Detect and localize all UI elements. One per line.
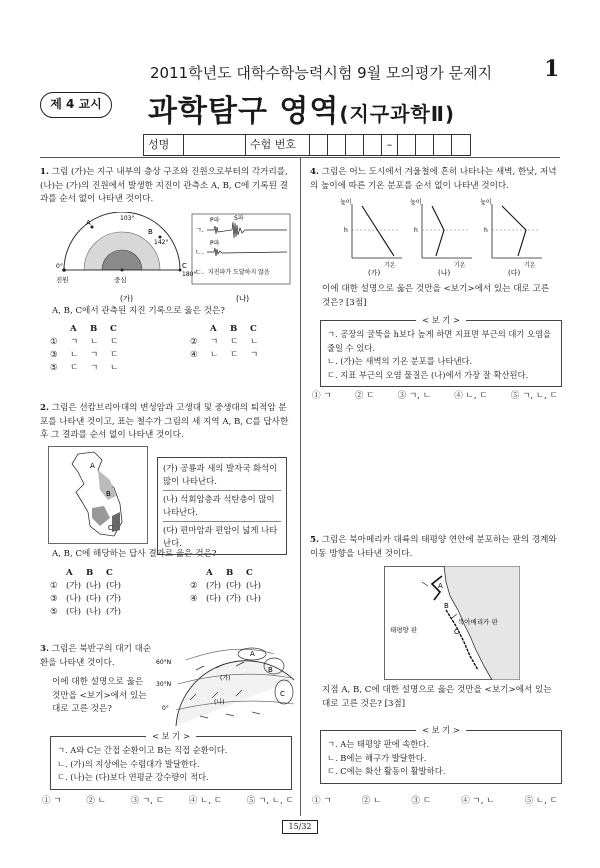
bogi-label: < 보 기 > [416,314,466,326]
station-c-label: C [182,262,187,270]
answer-option-3[interactable]: ③ ㄴ ㄱ ㄷ [50,350,119,360]
bogi-item: ㄴ. B에는 해구가 발달한다. [327,752,427,763]
candidate-id-box [143,134,471,156]
answer-option-4[interactable]: ④ ㄱ, ㄴ [461,796,495,806]
bogi-item: ㄴ. (가)의 지상에는 수렴대가 발달한다. [57,758,200,769]
result-row: (나) 석회암층과 석탄층이 많이 나타난다. [163,490,281,519]
question-text: 그림은 어느 도시에서 겨울철에 흔히 나타나는 새벽, 한낮, 저녁의 높이에 따른 기온 분포를 순서 없이 나타낸 것이다. [310,167,557,191]
epicenter-label: 진원 [56,276,69,284]
angle-180-label: 180° [182,271,197,278]
axis-y-label: 높이 [340,199,352,206]
name-field[interactable] [184,135,246,155]
q1-ask: A, B, C에서 관측된 지진 기록으로 옳은 것은? [52,306,225,316]
h-marker: h [344,227,348,234]
column-divider [300,158,301,816]
angle-103-label: 103° [120,215,135,222]
q5-bogi-box [320,725,562,784]
exam-number-cell[interactable] [452,135,470,155]
region-a-label: A [90,462,95,470]
bogi-item: ㄱ. A는 태평양 판에 속한다. [327,739,429,749]
plate-boundary-map [384,566,520,680]
question-text: 그림 (가)는 지구 내부의 층상 구조와 진원으로부터의 각거리를, (나)는 (가)의 진원에서 발생한 지진이 관측소 A, B, C에 기록된 결과를 순서 없이 나타낸 것이다. [40,167,288,204]
answer-option-3[interactable]: ③ ㄱ, ㄷ [130,796,165,806]
cell-c-label: C [280,690,285,698]
answer-option-4[interactable]: ④ ㄴ, ㄷ [454,391,488,401]
session-badge: 제 4 교시 [40,92,112,118]
answer-option-1[interactable]: ① ㄱ [312,391,332,401]
q4-ask: 이에 대한 설명으로 옳은 것만을 <보기>에서 있는 대로 고른 것은? [3점] [322,284,550,308]
answer-option-4[interactable]: ④ (다) (가) (나) [190,594,262,604]
subject-title [148,86,455,130]
axis-y-label: 높이 [480,199,492,206]
answer-option-5[interactable]: ⑤ ㄱ, ㄴ, ㄷ [510,391,558,401]
answer-option-5[interactable]: ⑤ ㄴ, ㄷ [524,796,558,806]
col-c: C [250,324,257,334]
point-a-label: A [438,582,443,590]
station-a-label: A [86,219,91,227]
answer-option-2[interactable]: ② ㄴ [86,796,106,806]
answer-option-2[interactable]: ② ㄷ [354,391,375,401]
point-c-label: C [454,628,459,636]
record-1-label: ㄱ. [195,226,204,234]
answer-option-4[interactable]: ④ ㄴ ㄷ ㄱ [190,350,259,360]
question-1 [40,166,290,207]
col-b: B [90,324,98,334]
question-number: 3. [40,644,49,654]
answer-option-2[interactable]: ② ㄴ [361,796,382,806]
caption-da: (다) [508,269,521,276]
col-b: B [230,324,238,334]
lat-30-label: 30°N [156,681,172,688]
q4-bogi-box [320,315,562,387]
bogi-item: ㄷ. (나)는 (다)보다 연평균 강수량이 적다. [57,772,209,782]
h-marker: h [484,227,488,234]
answer-option-5[interactable]: ⑤ ㄱ, ㄴ, ㄷ [246,796,294,806]
q3-bogi-box [50,731,292,790]
answer-option-1[interactable]: ① ㄱ [42,796,62,806]
na-plate-label: 북아메리카 판 [458,618,498,626]
profile-na [410,198,472,276]
temperature-profiles [340,196,550,276]
question-4 [310,166,560,193]
point-b-label: B [444,602,449,610]
axis-x-label: 기온 [384,262,396,269]
answer-option-4[interactable]: ④ ㄴ, ㄷ [188,796,223,806]
answer-option-3[interactable]: ③ (나) (다) (가) [50,594,122,604]
answer-option-3[interactable]: ③ ㄱ, ㄴ [397,391,432,401]
question-5 [310,534,560,561]
q5-answers [312,795,558,808]
axis-y-label: 높이 [410,199,422,206]
subject-sub: (지구과학Ⅱ) [339,102,456,126]
atmospheric-circulation-figure [156,640,296,732]
zone-na-label: (나) [214,699,225,706]
profile-ga [340,198,402,276]
exam-number-cell[interactable] [310,135,328,155]
question-number: 4. [310,167,319,177]
bogi-label: < 보 기 > [146,730,196,742]
q2-choices: A B C A B C ① (가) (나) (다) ② (가) (다) (나) ③ (나) (다) (가) ④ (다) (가) (나) ⑤ (다) (나) (가) [50,567,290,619]
h-marker: h [414,227,418,234]
bogi-item: ㄷ. C에는 화산 활동이 활발하다. [327,766,446,776]
q4-answers [312,390,558,403]
current-page: 15 [288,822,299,831]
question-text: 그림은 북반구의 대기 대순환을 나타낸 것이다. [40,644,152,668]
caption-na: (나) [236,294,250,303]
pacific-plate-label: 태평양 판 [390,626,418,634]
answer-option-5[interactable]: ⑤ ㄷ ㄱ ㄴ [50,363,119,373]
angle-142-label: 142° [154,239,169,246]
exam-number-cell[interactable] [434,135,452,155]
bogi-item: ㄱ. A와 C는 간접 순환이고 B는 직접 순환이다. [57,745,228,755]
caption-ga: (가) [120,294,134,303]
page-number: 1 [544,56,560,82]
s-wave-label: S파 [234,215,244,222]
record-3-label: ㄷ. [195,268,204,276]
region-c-label: C [108,524,113,532]
zone-ga-label: (가) [220,675,231,682]
cell-b-label: B [268,666,273,674]
axis-x-label: 기온 [454,262,466,269]
answer-option-1[interactable]: ① ㄱ ㄴ ㄷ [50,337,119,347]
exam-number-label: 수험 번호 [246,135,310,155]
center-label: 중심 [114,276,127,284]
result-row: (가) 공룡과 새의 발자국 화석이 많이 나타난다. [163,463,278,486]
q2-results-table [157,457,287,555]
question-number: 1. [40,167,49,177]
result-row: (다) 편마암과 편암이 넓게 나타난다. [163,521,281,550]
profile-da [480,198,542,276]
bogi-item: ㄱ. 공장의 굴뚝을 h보다 높게 하면 지표면 부근의 대기 오염을 줄일 수 있다. [327,329,552,353]
exam-number-cell[interactable] [346,135,364,155]
answer-option-1[interactable]: ① ㄱ [312,796,332,806]
total-pages: 32 [301,822,312,831]
question-text: 그림은 선캄브리아대의 변성암과 고생대 및 중생대의 퇴적암 분포를 나타낸 것이고, 표는 철수가 그림의 세 지역 A, B, C를 답사한 후 그 결과를 순서 없이 나타낸 것이다. [40,403,289,440]
answer-option-2[interactable]: ② (가) (다) (나) [190,581,262,591]
p-wave-label: P파 [210,240,220,247]
p-wave-label: P파 [210,217,220,224]
region-b-label: B [106,490,111,498]
no-arrival-label: 지진파가 도달하지 않음 [208,269,270,276]
q1-choices [50,323,290,375]
record-2-label: ㄴ. [195,248,204,256]
subject-main: 과학탐구 영역 [148,94,340,129]
exam-number-cell[interactable] [398,135,416,155]
station-b-label: B [148,228,153,236]
exam-number-cell[interactable] [416,135,434,155]
angle-0-label: 0° [56,263,63,270]
answer-option-1[interactable]: ① (가) (나) (다) [50,581,122,591]
caption-na: (나) [438,269,451,276]
earth-cross-section [56,212,196,284]
col-c: C [110,324,117,334]
bogi-label: < 보 기 > [416,724,466,736]
caption-ga: (가) [368,269,381,276]
question-2 [40,402,290,443]
q3-answers [42,795,294,808]
seismograms [192,214,290,284]
cell-a-label: A [250,650,255,658]
answer-option-2[interactable]: ② ㄱ ㄷ ㄴ [190,337,259,347]
bogi-item: ㄷ. 지표 부근의 오염 물질은 (나)에서 가장 잘 확산된다. [327,369,529,380]
q3-ask: 이에 대한 설명으로 옳은 것만을 <보기>에서 있는 대로 고른 것은? [52,677,147,714]
name-label: 성명 [144,135,184,155]
q5-ask: 지점 A, B, C에 대한 설명으로 옳은 것만을 <보기>에서 있는 대로 고른 것은? [3점] [322,685,552,709]
exam-number-cell[interactable] [364,135,382,155]
col-a: A [70,324,77,334]
exam-number-dash: – [382,135,398,155]
exam-number-cell[interactable] [328,135,346,155]
korea-geology-map [48,446,148,544]
page-counter: 15/32 [282,820,318,834]
exam-title: 2011학년도 대학수학능력시험 9월 모의평가 문제지 [150,64,493,82]
lat-0-label: 0° [162,705,169,712]
question-number: 5. [310,535,319,545]
q1-figure [42,212,292,304]
answer-option-3[interactable]: ③ ㄷ [411,796,432,806]
axis-x-label: 기온 [524,262,536,269]
lat-60-label: 60°N [156,659,172,666]
q2-ask: A, B, C에 해당하는 답사 결과로 옳은 것은? [52,549,217,559]
question-3 [40,643,152,670]
col-a: A [210,324,217,334]
answer-option-5[interactable]: ⑤ (다) (나) (가) [50,607,122,617]
bogi-item: ㄴ. (가)는 새벽의 기온 분포를 나타낸다. [327,356,473,366]
question-number: 2. [40,403,49,413]
question-text: 그림은 북아메리카 대륙의 태평양 연안에 분포하는 판의 경계와 이동 방향을 나타낸 것이다. [310,535,557,559]
